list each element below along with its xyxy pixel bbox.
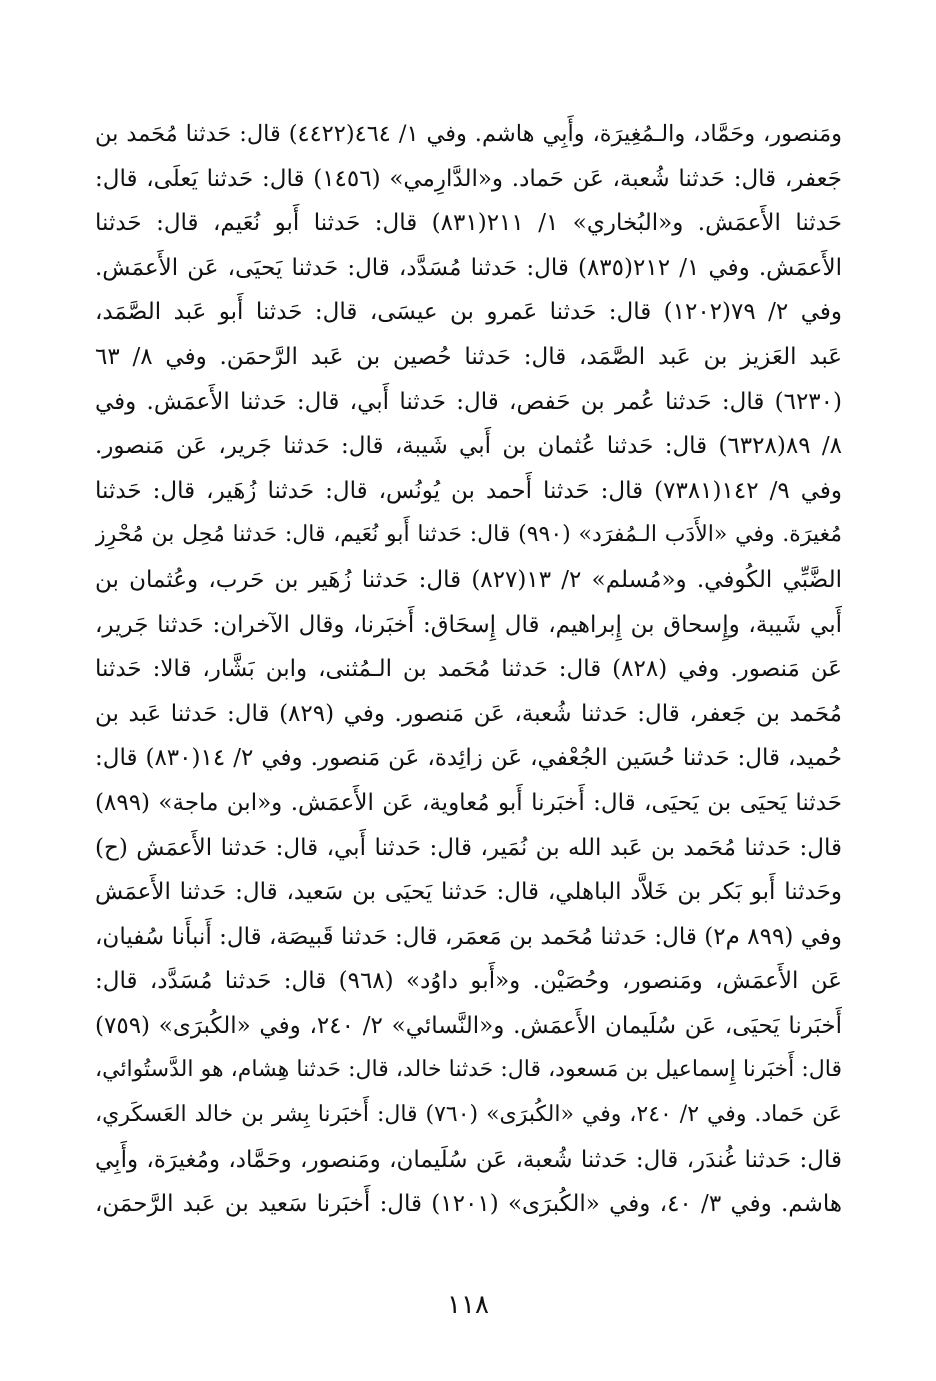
body-text — [95, 112, 842, 1227]
text-line: أَخبَرنا يَحيَى، عَن سُلَيمان الأَعمَش. و«النَّسائي» ٢/ ٢٤٠، وفي «الكُبرَى» (٧٥٩) — [95, 1012, 842, 1039]
text-line: وفي ٩/ ١٤٢(٧٣٨١) قال: حَدثنا أَحمد بن يُونُس، قال: حَدثنا زُهَير، قال: حَدثنا — [95, 477, 842, 504]
text-line: عَن مَنصور. وفي (٨٢٨) قال: حَدثنا مُحَمد بن الـمُثنى، وابن بَشَّار، قالا: حَدثنا — [95, 656, 842, 683]
page-number: ١١٨ — [447, 1290, 489, 1320]
text-line: عَن حَماد. وفي ٢/ ٢٤٠، وفي «الكُبرَى» (٧٦٠) قال: أَخبَرنا بِشر بن خالد العَسكَري، — [95, 1102, 842, 1128]
text-line: حَدثنا يَحيَى بن يَحيَى، قال: أَخبَرنا أَبو مُعاوية، عَن الأَعمَش. و«ابن ماجة» (٨٩٩) — [95, 789, 842, 816]
text-line: مُغيرَة. وفي «الأَدَب الـمُفرَد» (٩٩٠) قال: حَدثنا أَبو نُعَيم، قال: حَدثنا مُحِل بن مُحْرِز — [95, 522, 842, 548]
text-line: ومَنصور، وحَمَّاد، والـمُغِيرَة، وأَبِي هاشم. وفي ١/ ٤٦٤(٤٤٢٢) قال: حَدثنا مُحَمد بن — [95, 121, 842, 147]
text-line: الضَّبِّي الكُوفي. و«مُسلم» ٢/ ١٣(٨٢٧) قال: حَدثنا زُهَير بن حَرب، وعُثمان بن — [95, 566, 842, 593]
text-line: عَن الأَعمَش، ومَنصور، وحُصَيْن. و«أَبو داوُد» (٩٦٨) قال: حَدثنا مُسَدَّد، قال: — [95, 968, 842, 995]
text-line: عَبد العَزيز بن عَبد الصَّمَد، قال: حَدثنا حُصين بن عَبد الرَّحمَن. وفي ٨/ ٦٣ — [95, 343, 842, 370]
text-line: ٨/ ٨٩(٦٣٢٨) قال: حَدثنا عُثمان بن أَبي شَيبة، قال: حَدثنا جَرير، عَن مَنصور. — [95, 433, 842, 460]
text-line: وفي (٨٩٩ م٢) قال: حَدثنا مُحَمد بن مَعمَر، قال: حَدثنا قَبيصَة، قال: أَنبأَنا سُفيان، — [95, 923, 842, 950]
text-line: قال: أَخبَرنا إِسماعيل بن مَسعود، قال: حَدثنا خالد، قال: حَدثنا هِشام، هو الدَّستُوائي، — [95, 1057, 842, 1083]
text-line: حَدثنا الأَعمَش. و«البُخاري» ١/ ٢١١(٨٣١) قال: حَدثنا أَبو نُعَيم، قال: حَدثنا — [95, 210, 842, 237]
text-line: مُحَمد بن جَعفر، قال: حَدثنا شُعبة، عَن مَنصور. وفي (٨٢٩) قال: حَدثنا عَبد بن — [95, 700, 842, 727]
text-line: (٦٢٣٠) قال: حَدثنا عُمر بن حَفص، قال: حَدثنا أَبي، قال: حَدثنا الأَعمَش. وفي — [95, 388, 842, 415]
text-line: وفي ٢/ ٧٩(١٢٠٢) قال: حَدثنا عَمرو بن عيسَى، قال: حَدثنا أَبو عَبد الصَّمَد، — [95, 299, 842, 326]
text-line: أَبي شَيبة، وإِسحاق بن إِبراهيم، قال إِسحَاق: أَخبَرنا، وقال الآخران: حَدثنا جَرير، — [95, 611, 842, 638]
text-line: الأَعمَش. وفي ١/ ٢١٢(٨٣٥) قال: حَدثنا مُسَدَّد، قال: حَدثنا يَحيَى، عَن الأَعمَش. — [95, 254, 842, 281]
text-line: هاشم. وفي ٣/ ٤٠، وفي «الكُبرَى» (١٢٠١) قال: أَخبَرنا سَعيد بن عَبد الرَّحمَن، — [95, 1191, 842, 1218]
text-line: قال: حَدثنا غُندَر، قال: حَدثنا شُعبة، عَن سُلَيمان، ومَنصور، وحَمَّاد، ومُغيرَة، وأَبِي — [95, 1146, 842, 1173]
text-line: وحَدثنا أَبو بَكر بن خَلاَّد الباهلي، قال: حَدثنا يَحيَى بن سَعيد، قال: حَدثنا الأَعمَش — [95, 879, 842, 906]
text-line: قال: حَدثنا مُحَمد بن عَبد الله بن نُمَير، قال: حَدثنا أَبي، قال: حَدثنا الأَعمَش (ح) — [95, 834, 842, 861]
text-line: جَعفر، قال: حَدثنا شُعبة، عَن حَماد. و«الدَّارِمي» (١٤٥٦) قال: حَدثنا يَعلَى، قال: — [95, 165, 842, 192]
text-line: حُميد، قال: حَدثنا حُسَين الجُعْفي، عَن زائِدة، عَن مَنصور. وفي ٢/ ١٤(٨٣٠) قال: — [95, 745, 842, 772]
